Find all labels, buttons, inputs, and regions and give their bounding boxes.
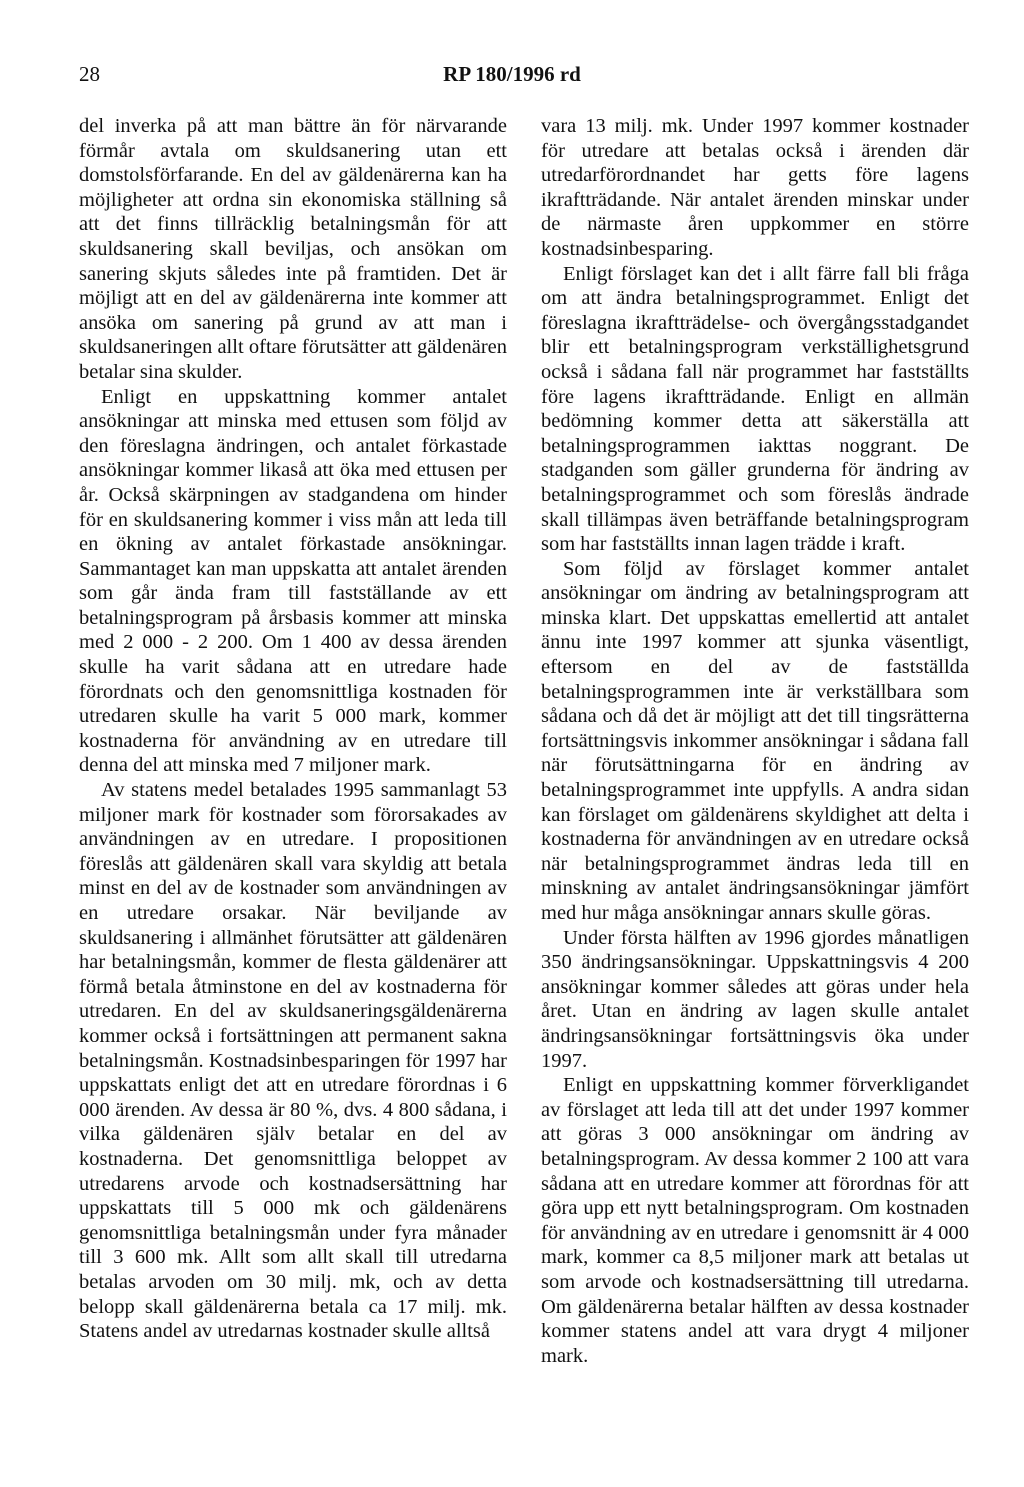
paragraph: Enligt en uppskattning kommer antalet ansökningar att minska med ettusen som följd av den föreslagna ändringen, och antalet förkastade ansökningar kommer likaså att öka med ettusen per år. Också skärpningen av stadgandena om hinder för en skuldsanering kommer i viss mån att leda till en ökning av antalet förkastade ansökningar. Sammantaget kan man uppskatta att antalet ärenden som går ända fram till fastställande av ett betalningsprogram på årsbasis kommer att minska med 2 000 - 2 200. Om 1 400 av dessa ärenden skulle ha varit sådana att en utredare hade förordnats och den genomsnittliga kostnaden för utredaren skulle ha varit 5 000 mark, kommer kostnaderna för användning av en utredare till denna del att minska med 7 miljoner mark. [79, 385, 507, 777]
paragraph: del inverka på att man bättre än för närvarande förmår avtala om skuldsanering utan ett domstolsförfarande. En del av gäldenärerna kan ha möjligheter att ordna sin ekonomiska ställning så att det finns tillräcklig betalningsmån för att skuldsanering skall beviljas, och ansökan om sanering skjuts således inte på framtiden. Det är möjligt att en del av gäldenärerna inte kommer att ansöka om sanering på grund av att man i skuldsaneringen allt oftare förutsätter att gäldenären betalar sina skulder. [79, 115, 507, 383]
paragraph: Under första hälften av 1996 gjordes månatligen 350 ändringsansökningar. Uppskattningsvis 4 200 ansökningar kommer således att göras under hela året. Utan en ändring av lagen skulle antalet ändringsansökningar fortsättningsvis öka under 1997. [541, 926, 969, 1072]
paragraph: Som följd av förslaget kommer antalet ansökningar om ändring av betalningsprogram att minska klart. Det uppskattas emellertid att antalet ännu inte 1997 kommer att sjunka väsentligt, eftersom en del av de fastställda betalningsprogrammen inte är verkställbara som sådana och då det är möjligt att det till tingsrätterna fortsättningsvis inkommer ansökningar i sådana fall när förutsättningarna för en ändring av betalningsprogrammet inte uppfylls. A andra sidan kan förslaget om gäldenärens skyldighet att delta i kostnaderna för användningen av en utredare också när betalningsprogrammet ändras leda till en minskning av antalet ändringsansökningar jämfört med hur måga ansökningar annars skulle göras. [541, 557, 969, 924]
running-header: RP 180/1996 rd [443, 62, 581, 86]
paragraph: Enligt förslaget kan det i allt färre fall bli fråga om att ändra betalningsprogrammet. Enligt det föreslagna ikraftträdelse- och övergångsstadgandet blir ett betalningsprogram verkställighetsgrund också i sådana fall när programmet har fastställts före lagens ikraftträdande. Enligt en allmän bedömning kommer detta att säkerställa att betalningsprogrammen iakttas noggrant. De stadganden som gäller grunderna för ändring av betalningsprogrammet och som föreslås ändrade skall tillämpas även beträffande betalningsprogram som har fastställts innan lagen trädde i kraft. [541, 262, 969, 556]
paragraph: Av statens medel betalades 1995 sammanlagt 53 miljoner mark för kostnader som förorsakades av användningen av en utredare. I propositionen föreslås att gäldenären skall vara skyldig att betala minst en del av de kostnader som användningen av en utredare orsakar. När beviljande av skuldsanering i allmänhet förutsätter att gäldenären har betalningsmån, kommer de flesta gäldenärer att förmå betala åtminstone en del av kostnaderna för utredaren. En del av skuldsaneringsgäldenärerna kommer också i fortsättningen att permanent sakna betalningsmån. Kostnadsinbesparingen för 1997 har uppskattats enligt det att en utredare förordnas i 6 000 ärenden. Av dessa är 80 %, dvs. 4 800 sådana, i vilka gäldenären själv betalar en del av kostnaderna. Det genomsnittliga beloppet av utredarens arvode och kostnadsersättning har uppskattats till 5 000 mk och gäldenärens genomsnittliga betalningsmån under fyra månader till 3 600 mk. Allt som allt skall till utredarna betalas arvoden om 30 milj. mk, och av detta belopp skall gäldenärerna betala ca 17 milj. mk. Statens andel av utredarnas kostnader skulle alltså [79, 779, 507, 1343]
paragraph: Enligt en uppskattning kommer förverkligandet av förslaget att leda till att det under 1997 kommer att göras 3 000 ansökningar om ändring av betalningsprogram. Av dessa kommer 2 100 att vara sådana att en utredare kommer att förordnas för att göra upp ett nytt betalningsprogram. Om kostnaden för användning av en utredare i genomsnitt är 4 000 mark, kommer ca 8,5 miljoner mark att betalas ut som arvode och kostnadsersättning till utredarna. Om gäldenärerna betalar hälften av dessa kostnader kommer statens andel att vara drygt 4 miljoner mark. [541, 1074, 969, 1367]
right-column [541, 114, 969, 1368]
page-number: 28 [79, 62, 100, 86]
left-column [79, 114, 507, 1344]
paragraph: vara 13 milj. mk. Under 1997 kommer kostnader för utredare att betalas också i ärenden där utredarförordnandet har getts före lagens ikraftträdande. När antalet ärenden minskar under de närmaste åren uppkommer en större kostnadsinbesparing. [541, 115, 969, 260]
